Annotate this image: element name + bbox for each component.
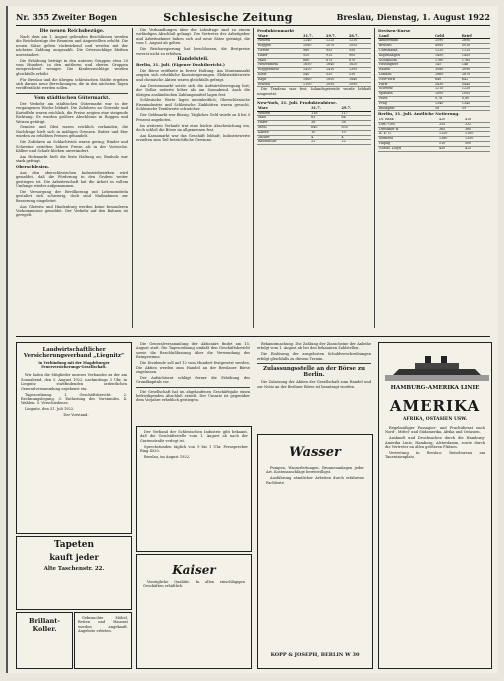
brillant-ad <box>16 612 73 669</box>
column-rule <box>132 28 133 328</box>
column-rule <box>253 28 254 328</box>
dateline: Breslau, Dienstag, 1. August 1922 <box>336 12 490 22</box>
column-1 <box>16 28 128 219</box>
kaiser-ad <box>136 554 252 669</box>
small-ad-text: Gebrauchte Möbel, Betten und Hausrat werden angekauft. Angebote erbeten. <box>78 616 128 634</box>
newyork-table: Ware 31.7. 29.7. Weizen 118 117 Mais 65 64 Hafer 36 36 Mehl 640 635 Kaffee 10 10 Zucker 4 4 Baumwolle 22 22 <box>257 107 371 145</box>
divider <box>257 98 371 99</box>
column-4-subheading: Berlin, 31. Juli. Amtliche Notierung. <box>378 111 460 117</box>
small-ad <box>74 612 132 669</box>
wasser-ad-company: KOPP & JOSEPH, BERLIN W 30 <box>270 652 360 658</box>
lower-column-3-text-2: Die Zulassung der Aktien der Gesellschaft zum Handel und zur Notiz an der Berliner Börse ist beantragt worden. <box>257 380 371 389</box>
column-1-text-3: Aus den oberschlesischen Industriebezirken wird gemeldet, daß die Förderung in den Gruben weiter gestiegen ist. Die Arbeiterschaft hat die Arbeit in vollem Umfange wieder aufgenommen. Die Versorgung der Bevölkerung mit Lebensmitteln gestaltet sich schwierig, doch sind Maßnahmen zur Besserung eingeleitet. Aus Gleiwitz und Hindenburg werden keine besonderen Vorkommnisse gemeldet. Der Verkehr auf den Bahnen ist geregelt. <box>16 170 128 218</box>
insurance-ad-title: Landwirtschaftlicher Versicherungsverband „Liegnitz“ <box>23 347 125 359</box>
divider <box>136 387 250 388</box>
newspaper-page <box>6 6 498 673</box>
lower-column-3-text: Bekanntmachung. Die Zahlung der Zinsscheine der Anleihe erfolgt vom 1. August ab bei den bekannten Zahlstellen. Die Einlösung der ausgelosten Schuldverschreibungen erfolgt gleichfalls zu diesem Termin. <box>257 342 371 361</box>
hamburg-ad-text: Regelmäßiger Passagier- und Frachtdienst nach Nord-, Mittel- und Südamerika, Afrika und Ostasien. Auskunft und Drucksachen durch die Hamburg-Amerika Linie, Hamburg, Alsterdamm, sowie durch die Vertreter an allen größeren Plätzen. Vertretung in Breslau: Reisebureau am Tauentzienplatz. <box>385 426 485 460</box>
market-table: Ware 31.7. 29.7. 28.7. Weizen 1240 1225 1210 Roggen 1080 1070 1055 Gerste 960 955 950 Hafer 920 915 905 Mais 880 875 870 Weizenmehl 1650 1640 1620 Roggenmehl 1420 1410 1395 Kleie 540 535 530 Raps 1860 1850 1840 Erbsen 1100 1095 1090 <box>257 35 371 88</box>
insurance-ad <box>16 342 132 534</box>
wallpaper-ad <box>16 536 132 610</box>
wasser-ad <box>257 434 373 669</box>
insurance-ad-subtitle: in Verbindung mit der Magdeburger Feuerversicherungs-Gesellschaft. <box>38 361 110 370</box>
column-4 <box>378 28 490 152</box>
column-4-heading: Devisen-Kurse <box>378 28 411 33</box>
column-3-text: Die Tendenz war fest. Inlandsgetreide wurde lebhaft umgesetzt. <box>257 87 371 96</box>
steamship-icon <box>385 353 489 381</box>
divider <box>257 363 371 364</box>
insurance-ad-text: Wir laden die Mitglieder unseres Verbandes zu der am Sonnabend, den 5. August 1922, nachmittags 3 Uhr, in Liegnitz stattfindenden ordentlichen Generalversammlung ergebenst ein. Tagesordnung: 1. Geschäftsbericht. 2. Rechnungslegung. 3. Entlastung des Vorstandes. 4. Wahlen. 5. Verschiedenes. Liegnitz, den 31. Juli 1922. Der Vorstand. <box>21 373 127 418</box>
column-2-text: Die Verhandlungen über die Lohnfrage sind zu einem vorläufigen Abschluß gelangt. Die Vertreter der Arbeitgeber und Arbeitnehmer haben sich auf neue Sätze geeinigt, die vom 1. August ab gelten. Die Reichsregierung hat beschlossen, die Brotpreise vorerst nicht zu erhöhen. <box>136 28 250 56</box>
column-1-text: Nach dem am 1. August geltenden Beschlüssen werden die Reichsbezüge der Beamten und Angestellten erhöht. Die neuen Sätze gelten rückwirkend und werden mit der nächsten Zahlung ausgezahlt. Die Ortszuschläge bleiben unverändert. Die Erhöhung beträgt in den unteren Gruppen etwa 20 vom Hundert, in den mittleren und oberen Gruppen entsprechend weniger. Die Kinderzuschläge werden gleichfalls erhöht. Für Breslau und die übrigen schlesischen Städte ergeben sich daraus neue Berechnungen, die in den nächsten Tagen veröffentlicht werden sollen. <box>16 35 128 91</box>
masthead <box>16 10 490 24</box>
column-3 <box>257 28 371 145</box>
column-1-heading-2: Vom städtischen Gütermarkt. <box>34 95 110 101</box>
hamburg-ad-title: HAMBURG-AMERIKA LINIE <box>390 385 480 391</box>
zulassung-title: Zulassungsstelle an der Börse zu Berlin. <box>262 366 365 379</box>
kaiser-ad-title: Kaiser <box>172 563 216 577</box>
newspaper-title: Schlesische Zeitung <box>163 10 293 24</box>
column-2-heading: Handelsteil. <box>177 57 209 63</box>
wallpaper-ad-title: Tapeten <box>53 540 95 550</box>
announcement-ad <box>136 426 252 552</box>
column-2-text-2: Die Börse eröffnete in fester Haltung. Am Montanmarkt zeigten sich erhebliche Kurssteigerungen. Elektrizitätswerte und chemische Aktien waren gleichfalls gefragt. Am Devisenmarkt setzte sich die Aufwärtsbewegung fort; der Dollar notierte höher als am Sonnabend. Auch die übrigen ausländischen Zahlungsmittel lagen fest. Schlesische Werte lagen uneinheitlich; Oberschlesische Eisenindustrie und Schlesische Zinkhütten waren gesucht, Schlesische Textilwerte schwächer. Der Geldmarkt war flüssig. Tägliches Geld wurde zu 4 bis 5 Prozent angeboten. Im weiteren Verlaufe trat eine leichte Abschwächung ein, doch schloß die Börse im allgemeinen fest. Am Kassamarkt war das Geschäft lebhaft; Industriewerte erzielten zum Teil beträchtliche Gewinne. <box>136 69 250 143</box>
currency-table: Land Geld Brief Amsterdam 2590 2600 Brüssel 4985 5010 Christiania 1120 1125 Kopenhagen 1450 1455 Stockholm 1760 1765 Helsingfors 145 146 Italien 3080 3090 London 2860 2870 New-York 640 642 Paris 5430 5445 Schweiz 1215 1220 Spanien 1000 1005 Wien 0,78 0,80 Prag 1340 1345 Budapest 58 59 <box>378 35 490 112</box>
masthead-rule <box>16 25 490 26</box>
wallpaper-ad-subtitle: kauft jeder <box>49 552 99 562</box>
brillant-ad-title: Brillant-Koller. <box>29 617 60 633</box>
column-3-subheading: New-York, 31. Juli. Produktenbörse. <box>257 100 338 106</box>
wasser-ad-text: Pumpen, Wasserleitungen, Brunnenanlagen jeder Art. Kostenanschläge bereitwilligst. Ausführung sämtlicher Arbeiten durch erfahrene Fachleute. <box>266 466 364 485</box>
divider <box>16 93 128 94</box>
lower-column-2 <box>136 342 250 404</box>
kaiser-ad-text: Vorzügliche Qualität. In allen einschlägigen Geschäften erhältlich. <box>143 580 245 589</box>
announcement-ad-text: Der Verband der Schlesischen Industrie gibt bekannt, daß die Geschäftsstelle vom 1. August ab nach der Gartenstraße verlegt ist. Sprechstunden täglich von 9 bis 1 Uhr. Fernsprecher Ring 4520. Breslau, im August 1922. <box>140 430 248 460</box>
column-rule <box>374 28 375 328</box>
amerika-title: AMERIKA <box>389 397 481 415</box>
column-1-subheading: Oberschlesien. <box>16 164 50 170</box>
amerika-subtitle: AFRIKA, OSTASIEN USW. <box>402 417 468 422</box>
column-1-text-2: Der Verkehr am städtischen Gütermarkt war in der vergangenen Woche lebhaft. Die Zufuhren an Getreide und Kartoffeln waren reichlich, die Preise zeigten eine steigende Richtung. Es wurden größere Abschlüsse in Roggen und Weizen getätigt. Gemüse und Obst waren reichlich vorhanden; die Nachfrage hielt sich in mäßigen Grenzen. Butter und Eier wurden zu erhöhten Preisen gehandelt. Die Zufuhren an Schlachtvieh waren gering; Rinder und Schweine erzielten höhere Preise als in der Vorwoche. Kälber und Schafe blieben unverändert. Am Holzmarkt hielt die feste Haltung an; Bauholz war stark gefragt. <box>16 101 128 164</box>
hamburg-america-ad <box>378 342 492 669</box>
issue-number: Nr. 355 Zweiter Bogen <box>16 12 118 22</box>
column-3-heading: Produktenmarkt <box>257 28 295 33</box>
section-rule <box>16 336 490 337</box>
wallpaper-ad-shop: Alte Taschenstr. 22. <box>43 566 105 572</box>
wasser-ad-title: Wasser <box>289 445 341 460</box>
lower-column-2-text-2: Die Gesellschaft hat im abgelaufenen Geschäftsjahr einen befriedigenden Abschluß erzielt. Der Umsatz ist gegenüber dem Vorjahre erheblich gestiegen. <box>136 389 250 403</box>
lower-column-3 <box>257 342 371 390</box>
column-1-heading: Die neuen Reichsbezüge. <box>39 29 105 34</box>
lower-column-2-text: Die Generalversammlung der Aktionäre findet am 15. August statt. Die Tagesordnung umfaßt den Geschäftsbericht sowie die Beschlußfassung über die Verwendung des Reingewinns. Die Dividende soll auf 12 vom Hundert festgesetzt werden. Die Aktien werden zum Handel an der Breslauer Börse zugelassen. Der Aufsichtsrat schlägt ferner die Erhöhung des Grundkapitals vor. <box>136 342 250 385</box>
column-2 <box>136 28 250 144</box>
stock-table: Dt. Bank 420 418 Disc.-Ges. 335 332 Dresdner B. 365 360 A. E. G. 1120 1100 Siemens 1380 1350 Hapag 510 500 Nordd. Lloyd 430 425 <box>378 118 490 152</box>
column-2-subheading: Berlin, 31. Juli. (Eigener Drahtbericht.) <box>136 62 225 68</box>
